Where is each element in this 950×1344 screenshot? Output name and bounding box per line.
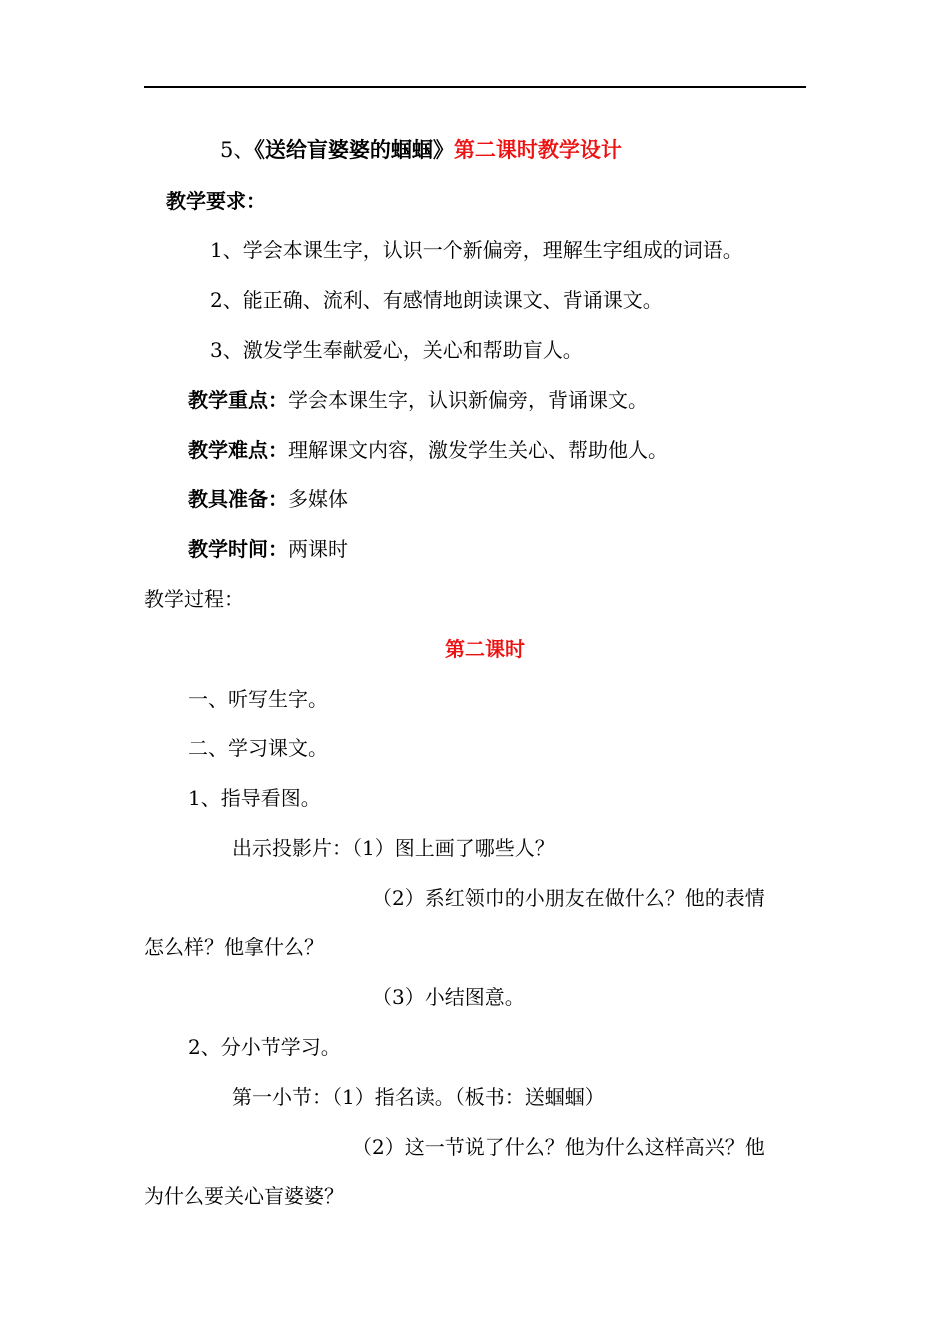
process-heading: 教学过程：	[144, 587, 244, 611]
title-number: 5、	[220, 138, 255, 162]
title-suffix: 第二课时教学设计	[453, 137, 622, 162]
substep-2: 2、分小节学习。	[188, 1035, 341, 1059]
key-points-label: 教学重点：	[188, 388, 288, 412]
question-2-line2: 怎么样？他拿什么？	[144, 935, 324, 959]
materials-value: 多媒体	[288, 487, 348, 511]
question-3: （3）小结图意。	[372, 985, 525, 1009]
section-1-question-2-line2: 为什么要关心盲婆婆？	[144, 1184, 344, 1208]
requirement-item-3: 3、激发学生奉献爱心，关心和帮助盲人。	[210, 338, 583, 362]
time-row	[188, 535, 348, 563]
time-label: 教学时间：	[188, 537, 288, 561]
step-2: 二、学习课文。	[188, 736, 328, 760]
requirements-heading: 教学要求：	[166, 189, 266, 213]
section-1-label: 第一小节：	[232, 1085, 332, 1109]
requirement-item-2: 2、能正确、流利、有感情地朗读课文、背诵课文。	[210, 288, 663, 312]
projection-row	[232, 834, 555, 862]
title-book: 《送给盲婆婆的蝈蝈》	[254, 137, 454, 162]
substep-1: 1、指导看图。	[188, 786, 321, 810]
step-1: 一、听写生字。	[188, 687, 328, 711]
header-rule	[144, 86, 806, 88]
key-points-row	[188, 386, 648, 414]
section-1-row	[232, 1083, 605, 1111]
materials-label: 教具准备：	[188, 487, 288, 511]
difficulties-value: 理解课文内容，激发学生关心、帮助他人。	[288, 438, 668, 462]
question-2-line1: （2）系红领巾的小朋友在做什么？他的表情	[372, 886, 765, 910]
difficulties-row	[188, 436, 668, 464]
materials-row	[188, 485, 348, 513]
requirement-item-1: 1、学会本课生字，认识一个新偏旁，理解生字组成的词语。	[210, 238, 743, 262]
projection-label: 出示投影片：	[232, 836, 352, 860]
document-title	[220, 136, 622, 164]
time-value: 两课时	[288, 537, 348, 561]
section-1-question-1: （1）指名读。（板书：送蝈蝈）	[332, 1085, 605, 1109]
key-points-value: 学会本课生字，认识新偏旁，背诵课文。	[288, 388, 648, 412]
lesson-title: 第二课时	[445, 637, 525, 661]
difficulties-label: 教学难点：	[188, 438, 288, 462]
question-1: （1）图上画了哪些人？	[352, 836, 555, 860]
section-1-question-2-line1: （2）这一节说了什么？他为什么这样高兴？他	[352, 1135, 765, 1159]
